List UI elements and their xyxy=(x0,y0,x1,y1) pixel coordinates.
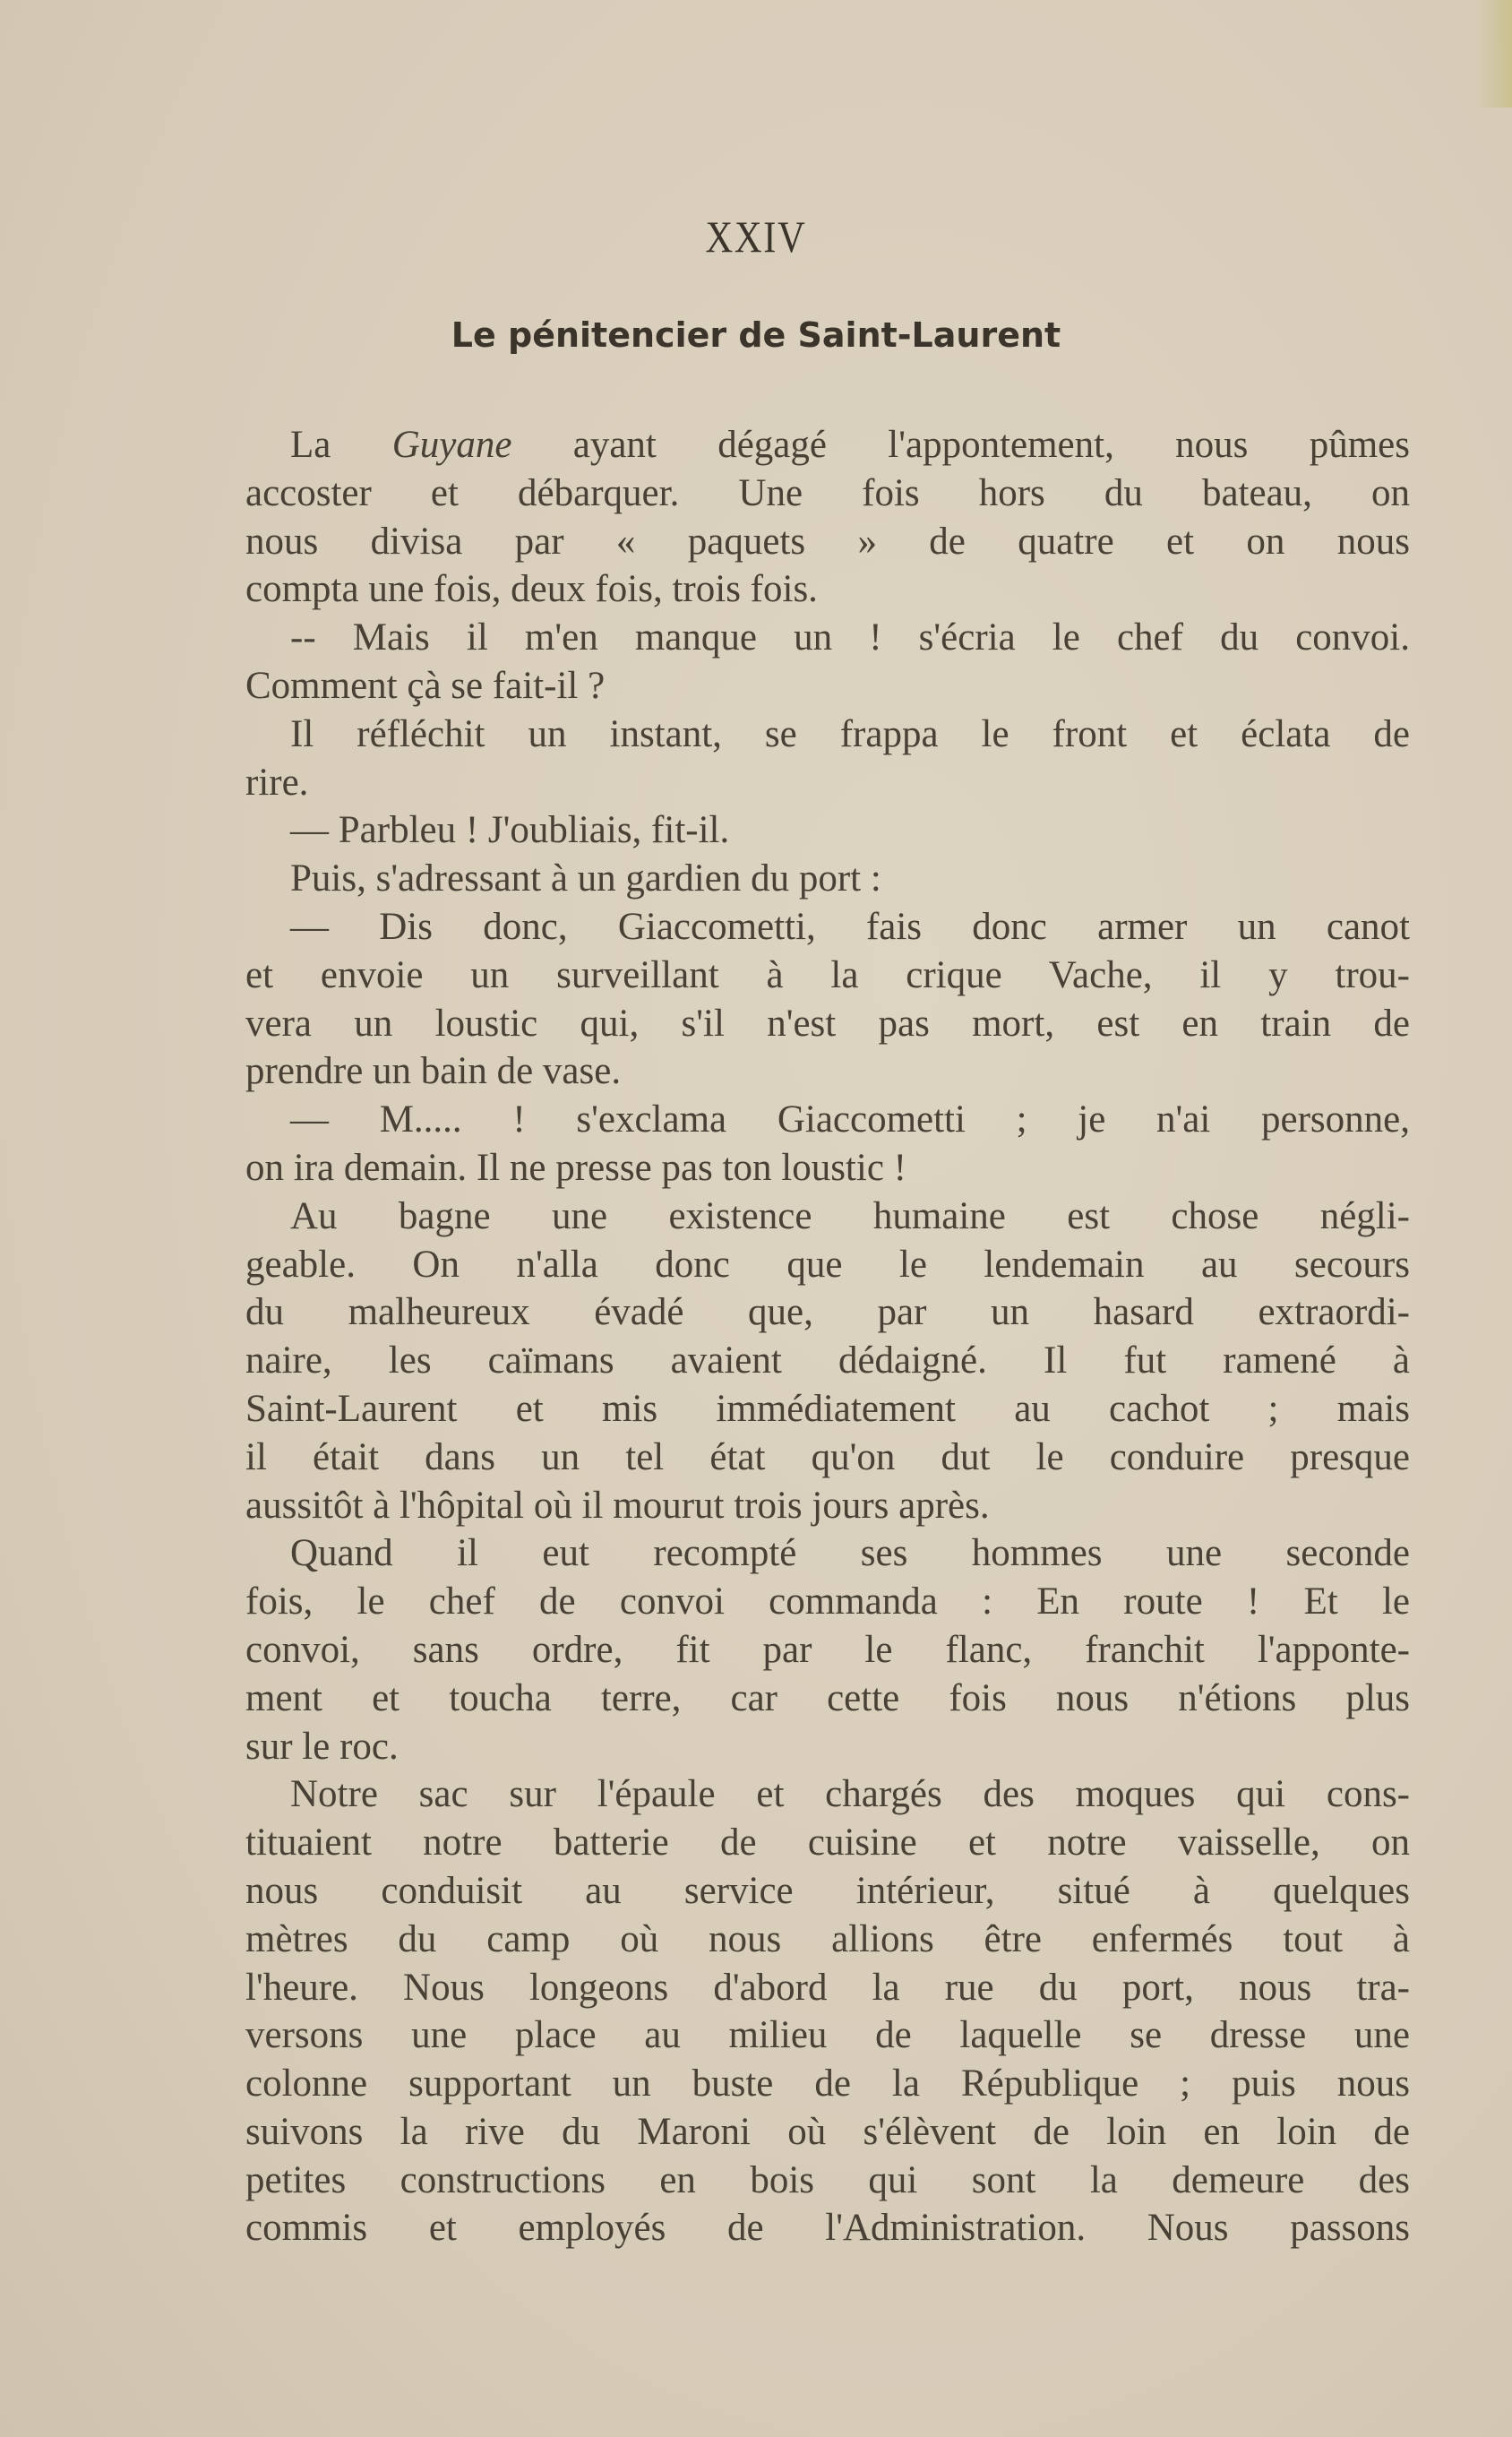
text-line: on ira demain. Il ne presse pas ton loustic ! xyxy=(245,1146,906,1189)
text-line: Saint-Laurent et mis immédiatement au cachot ; mais xyxy=(245,1387,1410,1430)
text-line: l'heure. Nous longeons d'abord la rue du port, nous tra- xyxy=(245,1966,1410,2009)
text-line: accoster et débarquer. Une fois hors du bateau, on xyxy=(245,471,1410,514)
ship-name: Guyane xyxy=(391,424,512,466)
text-line: — M..... ! s'exclama Giaccometti ; je n'ai personne, xyxy=(290,1098,1410,1141)
text-line: suivons la rive du Maroni où s'élèvent de loin en loin de xyxy=(245,2110,1410,2153)
text-line: vera un loustic qui, s'il n'est pas mort, est en train de xyxy=(245,1002,1410,1045)
text-line: aussitôt à l'hôpital où il mourut trois jours après. xyxy=(245,1484,990,1527)
text-line: et envoie un surveillant à la crique Vache, il y trou- xyxy=(245,953,1410,996)
text-line: Puis, s'adressant à un gardien du port : xyxy=(290,857,881,900)
text-line: nous conduisit au service intérieur, situé à quelques xyxy=(245,1869,1410,1912)
text-line: commis et employés de l'Administration. Nous passons xyxy=(245,2207,1410,2250)
body-text xyxy=(245,421,1410,2252)
text-line: prendre un bain de vase. xyxy=(245,1050,622,1093)
text-line: convoi, sans ordre, fit par le flanc, franchit l'apponte- xyxy=(245,1628,1410,1671)
chapter-number: XXIV xyxy=(705,211,807,262)
page-edge xyxy=(1476,0,1512,108)
text-line: versons une place au milieu de laquelle se dresse une xyxy=(245,2014,1410,2057)
text-line: rire. xyxy=(245,761,309,804)
text-line: ment et toucha terre, car cette fois nous n'étions plus xyxy=(245,1676,1410,1719)
text-line: du malheureux évadé que, par un hasard extraordi- xyxy=(245,1291,1410,1334)
text-line: naire, les caïmans avaient dédaigné. Il fut ramené à xyxy=(245,1339,1410,1382)
text-line: Comment çà se fait-il ? xyxy=(245,664,606,707)
text-line: petites constructions en bois qui sont la demeure des xyxy=(245,2158,1410,2201)
text-line: fois, le chef de convoi commanda : En route ! Et le xyxy=(245,1580,1410,1623)
text-line: La Guyane ayant dégagé l'appontement, nous pûmes xyxy=(290,424,1410,466)
text-line: nous divisa par « paquets » de quatre et on nous xyxy=(245,520,1410,563)
text-line: -- Mais il m'en manque un ! s'écria le chef du convoi. xyxy=(290,616,1410,659)
text-line: compta une fois, deux fois, trois fois. xyxy=(245,568,818,611)
text-line: geable. On n'alla donc que le lendemain au secours xyxy=(245,1243,1410,1286)
text-line: — Dis donc, Giaccometti, fais donc armer un canot xyxy=(290,905,1410,948)
text-line: tituaient notre batterie de cuisine et notre vaisselle, on xyxy=(245,1821,1410,1864)
text-line: Il réfléchit un instant, se frappa le front et éclata de xyxy=(290,712,1410,755)
chapter-title: Le pénitencier de Saint-Laurent xyxy=(451,315,1061,355)
text-line: il était dans un tel état qu'on dut le conduire presque xyxy=(245,1435,1410,1478)
text-line: mètres du camp où nous allions être enfermés tout à xyxy=(245,1917,1410,1960)
text-line: Quand il eut recompté ses hommes une seconde xyxy=(290,1532,1410,1575)
text-line: Notre sac sur l'épaule et chargés des moques qui cons- xyxy=(290,1773,1410,1816)
text-line: Au bagne une existence humaine est chose négli- xyxy=(290,1194,1410,1237)
text-line: colonne supportant un buste de la République ; puis nous xyxy=(245,2062,1410,2105)
text-line: — Parbleu ! J'oubliais, fit-il. xyxy=(290,809,730,852)
text-line: sur le roc. xyxy=(245,1725,399,1768)
